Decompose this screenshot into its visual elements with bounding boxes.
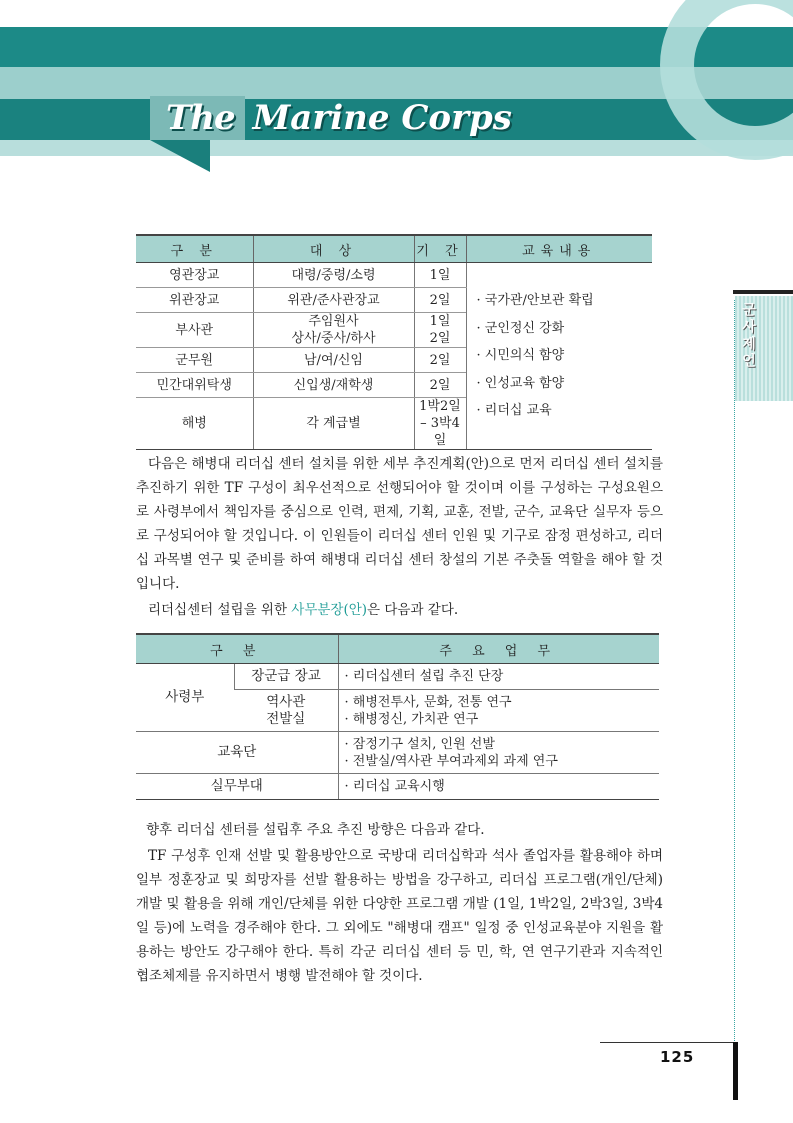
period-cell	[414, 398, 466, 450]
body-paragraph: 다음은 해병대 리더십 센터 설치를 위한 세부 추진계획(안)으로 먼저 리더십 센터 설치를 추진하기 위한 TF 구성이 최우선적으로 선행되어야 할 것이며 이를 구성하는 구성요원으로 사령부에서 책임자를 중심으로 인력, 편제, 기획, 교훈, 전발, 군수, 교육단 실무자 등으로 구성되어야 할 것입니다. 이 인원들이 리더십 센터 인원 및 기구로 잠정 편성하고, 리더십 과목별 연구 및 준비를 하여 해병대 리더십 센터 창설의 기본 주춧돌 역할을 해야 할 것입니다.	[136, 456, 663, 592]
table-row	[136, 263, 652, 288]
group-cell: 부사관	[136, 313, 253, 348]
sub-unit-line: 전발실	[266, 710, 306, 727]
unit-cell: 사령부	[136, 664, 234, 732]
table-row	[136, 664, 659, 690]
duty-cell	[338, 664, 659, 690]
content-item: · 국가관/안보관 확립	[476, 293, 594, 309]
sub-unit-cell	[234, 690, 338, 732]
duty-table	[136, 633, 659, 800]
table-header-cell: 대 상	[253, 235, 414, 263]
unit-cell: 실무부대	[136, 774, 338, 800]
header-title-the: The	[150, 96, 245, 140]
page-header	[0, 0, 793, 175]
period-line: – 3박4일	[420, 416, 460, 448]
duty-line: · 해병정신, 가치관 연구	[344, 711, 479, 727]
content-item: · 군인정신 강화	[476, 320, 565, 336]
table-header-cell: 구 분	[136, 634, 338, 664]
period-line: 1박2일	[419, 399, 461, 414]
target-cell	[253, 313, 414, 348]
target-cell: 남/여/신임	[253, 348, 414, 373]
page-number-bar	[733, 1042, 738, 1100]
period-cell: 1일	[414, 263, 466, 288]
group-cell: 해병	[136, 398, 253, 450]
page-number: 125	[660, 1048, 695, 1066]
highlighted-text: 사무분장(안)	[291, 602, 368, 618]
sub-unit-cell: 장군급 장교	[234, 664, 338, 690]
table-header-row	[136, 634, 659, 664]
group-cell: 영관장교	[136, 263, 253, 288]
duty-cell	[338, 774, 659, 800]
body-paragraph: TF 구성후 인재 선발 및 활용방안으로 국방대 리더십학과 석사 졸업자를 활용해야 하며 일부 정훈장교 및 희망자를 선발 활용하는 방법을 강구하고, 리더십 프로그램(개인/단체) 개발 및 활용을 위해 개인/단체를 위한 다양한 프로그램 개발 (1일, 1박2일, 2박3일, 3박4일 등)에 노력을 경주해야 한다. 그 외에도 "해병대 캠프" 일정 중 인성교육분야 지원을 활용하는 방안도 강구해야 한다. 특히 각군 리더십 센터 등 민, 학, 연 연구기관과 지속적인 협조체제를 유지하면서 병행 발전해야 할 것이다.	[136, 848, 663, 984]
group-cell: 민간대위탁생	[136, 373, 253, 398]
side-tab-bar	[733, 290, 793, 294]
body-paragraph	[136, 598, 663, 622]
content-item: · 인성교육 함양	[476, 375, 565, 391]
table-header-cell: 구 분	[136, 235, 253, 263]
duty-line: · 잠정기구 설치, 인원 선발	[344, 736, 495, 752]
period-line: 2일	[429, 331, 451, 346]
content-item: · 리더십 교육	[476, 403, 552, 419]
group-cell: 군무원	[136, 348, 253, 373]
side-dotted-rule	[734, 300, 735, 1045]
header-title	[150, 96, 512, 140]
side-tab-label: 군사제언	[740, 302, 756, 370]
header-title-rest: Marine Corps	[252, 98, 512, 138]
content-item: · 시민의식 함양	[476, 348, 565, 364]
paragraph-text: 은 다음과 같다.	[367, 602, 459, 618]
period-cell: 2일	[414, 348, 466, 373]
table-header-cell: 주 요 업 무	[338, 634, 659, 664]
table-header-cell: 기 간	[414, 235, 466, 263]
body-paragraph: 향후 리더십 센터를 설립후 주요 추진 방향은 다음과 같다.	[146, 822, 485, 838]
target-line: 주임원사	[308, 314, 359, 329]
paragraph-text: 리더십센터 설립을 위한	[148, 602, 292, 618]
target-line: 상사/중사/하사	[291, 331, 376, 346]
period-cell	[414, 313, 466, 348]
header-arrow-decoration	[150, 140, 210, 172]
education-table	[136, 234, 652, 450]
target-cell: 위관/준사관장교	[253, 288, 414, 313]
duty-line: · 해병전투사, 문화, 전통 연구	[344, 694, 512, 710]
table-header-row	[136, 235, 652, 263]
target-cell: 대령/중령/소령	[253, 263, 414, 288]
group-cell: 위관장교	[136, 288, 253, 313]
table-row	[136, 774, 659, 800]
unit-cell: 교육단	[136, 732, 338, 774]
duty-line: · 리더십센터 설립 추진 단장	[344, 669, 504, 684]
table-header-cell: 교육내용	[466, 235, 652, 263]
duty-line: · 전발실/역사관 부여과제외 과제 연구	[344, 753, 558, 769]
sub-unit-line: 역사관	[266, 693, 306, 710]
content-cell	[466, 263, 652, 450]
header-band-light	[0, 140, 793, 156]
period-line: 1일	[429, 314, 451, 329]
duty-cell	[338, 732, 659, 774]
target-cell: 신입생/재학생	[253, 373, 414, 398]
table-row	[136, 732, 659, 774]
page-number-rule	[600, 1042, 737, 1043]
target-cell: 각 계급별	[253, 398, 414, 450]
duty-cell	[338, 690, 659, 732]
period-cell: 2일	[414, 373, 466, 398]
duty-line: · 리더십 교육시행	[344, 779, 445, 794]
period-cell: 2일	[414, 288, 466, 313]
